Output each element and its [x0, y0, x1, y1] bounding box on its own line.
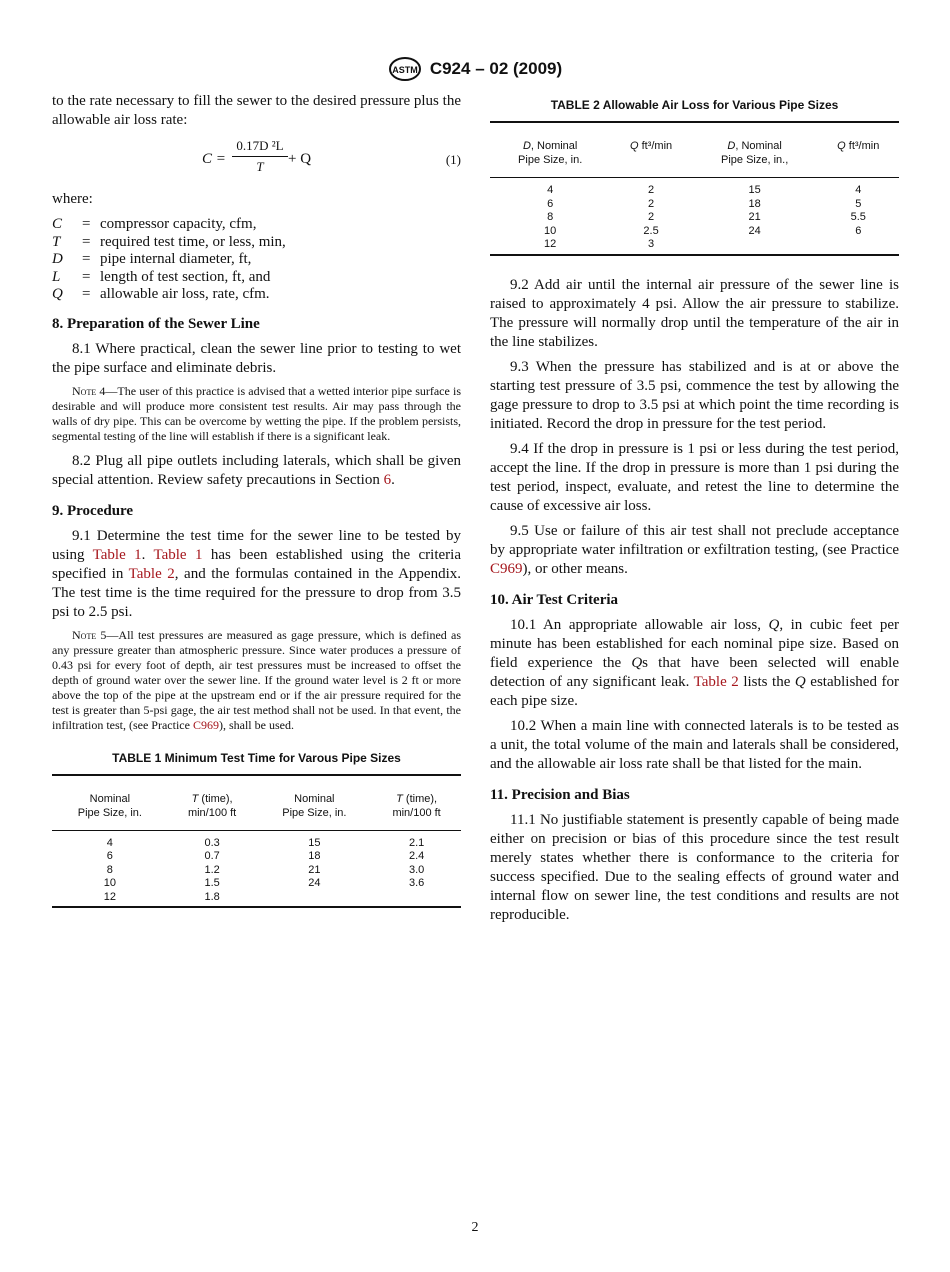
table-row: 6 2 18 5 [547, 197, 862, 210]
where-row: C = compressor capacity, cfm, [52, 216, 257, 232]
formula-lhs: C = [202, 151, 226, 167]
note-4: Note 4—The user of this practice is advised that a wetted interior pipe surface is desirable and will produce more consistent test results. Air may pass through the walls of dry pipe. This can be overcome by wetting the pipe. If the problem persists, segmental testing of the line will establish if there is a significant leak. [52, 383, 461, 443]
table-2-link[interactable]: Table 2 [128, 565, 175, 582]
paragraph-9-5: 9.5 Use or failure of this air test shall not preclude acceptance by appropriate water infiltration or exfiltration testing, (see Practice C969), or other means. [490, 522, 899, 577]
where-row: Q = allowable air loss, rate, cfm. [52, 286, 270, 302]
table-row: 4 2 15 4 [547, 184, 862, 196]
where-list [52, 215, 461, 303]
left-column [52, 92, 461, 908]
table-2-header: Q ft³/min [629, 140, 673, 152]
where-row: T = required test time, or less, min, [52, 233, 286, 250]
table-1 [52, 774, 461, 909]
formula-denominator: T [256, 159, 264, 174]
logo-text: ASTM [392, 65, 418, 75]
table-row: 10 1.5 24 3.6 [103, 877, 425, 889]
table-2-caption: TABLE 2 Allowable Air Loss for Various Pipe Sizes [550, 98, 839, 112]
formula-numerator: 0.17D ²L [232, 136, 288, 157]
formula-plus-q: + Q [288, 151, 312, 167]
right-column [490, 92, 899, 931]
where-row: D = pipe internal diameter, ft, [52, 251, 252, 267]
table-row: 6 0.7 18 2.4 [106, 850, 425, 862]
table-row: 12 3 [544, 238, 655, 250]
c969-link[interactable]: C969 [490, 560, 523, 577]
paragraph-9-1: 9.1 Determine the test time for the sewer line to be tested by using Table 1. Table 1 has been established using the criteria specified in Table 2, and the formulas contained in the Appendix. The test time is the time required for the pressure to drop from 3.5 psi to 2.5 psi. [52, 527, 461, 620]
table-2-header: Q ft³/min [837, 140, 880, 152]
table-1-header: T (time), min/100 ft [187, 792, 237, 819]
formula-1 [52, 136, 461, 182]
section-8-heading: 8. Preparation of the Sewer Line [52, 315, 260, 332]
where-label: where: [52, 191, 93, 207]
paragraph-9-4: 9.4 If the drop in pressure is 1 psi or less during the test period, accept the line. If the drop in pressure is more than 1 psi during the test period, inspect, evaluate, and retest the line to determine the cause of excessive air loss. [490, 440, 899, 514]
intro-paragraph: to the rate necessary to fill the sewer to the desired pressure plus the allowable air loss rate: [52, 93, 461, 128]
section-10-heading: 10. Air Test Criteria [490, 591, 619, 608]
table-1-header: T (time), min/100 ft [392, 792, 441, 819]
paragraph-10-1: 10.1 An appropriate allowable air loss, Q, in cubic feet per minute has been established for each nominal pipe size. Based on field experience the Qs that have been selected will enable detection of any significant leak. Table 2 lists the Q established for each pipe size. [490, 616, 899, 709]
table-1-header: Nominal Pipe Size, in. [77, 792, 142, 819]
document-id: C924 – 02 (2009) [429, 59, 563, 78]
table-row: 12 1.8 [103, 890, 220, 903]
page-header [0, 56, 950, 87]
table-2-header: D, Nominal Pipe Size, in. [518, 140, 583, 166]
table-1-link[interactable]: Table 1 [153, 546, 203, 563]
c969-link[interactable]: C969 [192, 717, 219, 732]
paragraph-11-1: 11.1 No justifiable statement is presently capable of being made either on precision or bias of this procedure since the test result merely states whether there is conformance to the criteria for success specified. Due to the sealing effects of ground water and internal flow on sewer line, the test conditions and results are not reproducible. [490, 811, 899, 923]
section-6-link[interactable]: 6 [383, 471, 392, 488]
paragraph-8-2: 8.2 Plug all pipe outlets including laterals, which shall be given special attention. Review safety precautions in Section 6. [52, 452, 461, 488]
table-1-header: Nominal Pipe Size, in. [282, 792, 347, 819]
table-row: 4 0.3 15 2.1 [106, 836, 425, 849]
paragraph-9-3: 9.3 When the pressure has stabilized and is at or above the starting test pressure of 3.5 psi, commence the test by allowing the gage pressure to drop to 3.5 psi at which point the time recording is initiated. Record the drop in pressure for the test period. [490, 358, 899, 432]
table-2-link[interactable]: Table 2 [693, 673, 739, 690]
table-row: 10 2.5 24 6 [544, 224, 862, 237]
note-5: Note 5—All test pressures are measured as gage pressure, which is defined as any pressure greater than atmospheric pressure. Since water produces a pressure of 0.43 psi for every foot of depth, air test pressures must be increased to offset the depth of ground water over the sewer line. If the ground water level is 2 ft or more above the top of the pipe at the upstream end or if the air pressure required for the test is greater than 5-psi gage, the air test method shall not be used. In that event, the infiltration test, (see Practice C969), shall be used. [52, 627, 461, 732]
where-row: L = length of test section, ft, and [52, 268, 271, 285]
table-1-link[interactable]: Table 1 [92, 546, 142, 563]
table-2 [490, 121, 899, 256]
section-9-heading: 9. Procedure [52, 502, 134, 519]
formula-fraction [232, 136, 288, 176]
table-2-header: D, Nominal Pipe Size, in., [721, 140, 789, 166]
table-row: 8 2 21 5.5 [547, 211, 866, 223]
astm-logo-icon [388, 56, 422, 82]
page-number: 2 [471, 1220, 479, 1235]
section-11-heading: 11. Precision and Bias [490, 786, 630, 803]
paragraph-10-2: 10.2 When a main line with connected laterals is to be tested as a unit, the total volume of the main and laterals shall be considered, and the allowable air loss rate shall be that listed for the main. [490, 717, 899, 772]
equation-number: (1) [445, 152, 461, 167]
paragraph-9-2: 9.2 Add air until the internal air pressure of the sewer line is raised to approximately 4 psi. Allow the air pressure to stabilize. The pressure will normally drop until the temperature of the air in the line stabilizes. [490, 276, 899, 350]
table-row: 8 1.2 21 3.0 [106, 863, 425, 876]
table-1-caption: TABLE 1 Minimum Test Time for Varous Pipe Sizes [112, 750, 401, 765]
paragraph-8-1: 8.1 Where practical, clean the sewer line prior to testing to wet the pipe surface and eliminate debris. [52, 340, 461, 376]
